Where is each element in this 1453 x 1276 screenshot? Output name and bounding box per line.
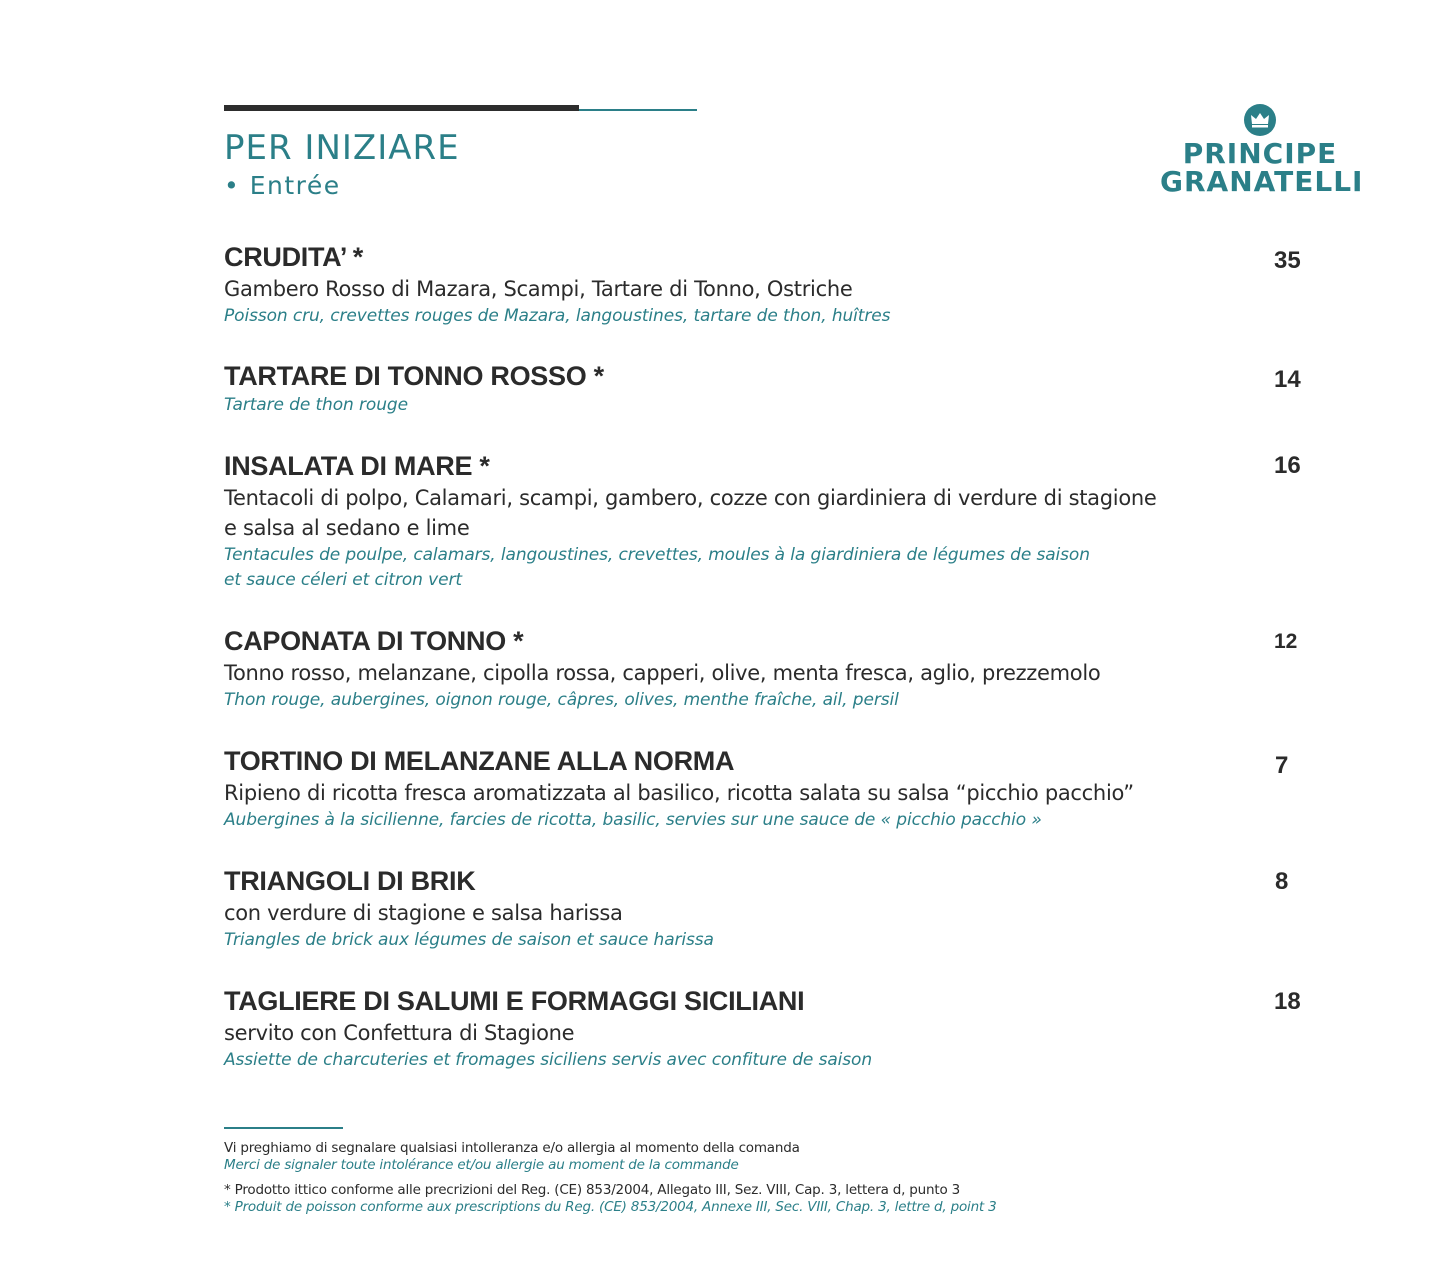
item-name: TRIANGOLI DI BRIK [224, 866, 476, 896]
menu-item [224, 985, 1334, 1073]
item-name: TORTINO DI MELANZANE ALLA NORMA [224, 746, 735, 776]
item-translation: Aubergines à la sicilienne, farcies de ricotta, basilic, servies sur une sauce de « picchio pacchio » [224, 810, 1042, 830]
item-name: TARTARE DI TONNO ROSSO * [224, 361, 604, 391]
item-description: Ripieno di ricotta fresca aromatizzata al basilico, ricotta salata su salsa “picchio pacchio” [224, 781, 1134, 805]
brand-logo [1160, 104, 1364, 198]
logo-text-line2: GRANATELLI [1160, 165, 1364, 198]
footer-fish-note [224, 1182, 1224, 1215]
item-translation: Poisson cru, crevettes rouges de Mazara, langoustines, tartare de thon, huîtres [224, 306, 891, 326]
item-price: 18 [1274, 988, 1301, 1015]
header-rule-dark [224, 105, 579, 111]
menu-item [224, 241, 1334, 329]
item-price: 35 [1274, 247, 1301, 274]
item-translation: Triangles de brick aux légumes de saison et sauce harissa [224, 930, 714, 950]
logo-text-line1: PRINCIPE [1182, 137, 1338, 170]
item-translation: et sauce céleri et citron vert [224, 570, 462, 590]
footer-rule [224, 1127, 343, 1129]
item-description: Gambero Rosso di Mazara, Scampi, Tartare di Tonno, Ostriche [224, 277, 853, 301]
item-description: e salsa al sedano e lime [224, 516, 470, 540]
menu-item [224, 865, 1334, 953]
item-price: 14 [1274, 366, 1301, 393]
item-price: 12 [1274, 630, 1298, 653]
menu-item [224, 360, 1334, 418]
footer-allergy-note [224, 1140, 1224, 1173]
item-description: servito con Confettura di Stagione [224, 1021, 575, 1045]
item-name: CAPONATA DI TONNO * [224, 626, 524, 656]
menu-item [224, 625, 1334, 713]
item-description: Tonno rosso, melanzane, cipolla rossa, capperi, olive, menta fresca, aglio, prezzemolo [224, 661, 1101, 685]
item-name: TAGLIERE DI SALUMI E FORMAGGI SICILIANI [224, 986, 805, 1016]
item-name: CRUDITA’ * [224, 242, 364, 272]
allergy-note-it: Vi preghiamo di segnalare qualsiasi intolleranza e/o allergia al momento della comanda [224, 1140, 800, 1156]
item-translation: Thon rouge, aubergines, oignon rouge, câpres, olives, menthe fraîche, ail, persil [224, 690, 899, 710]
item-price: 7 [1275, 752, 1289, 779]
section-title: PER INIZIARE [224, 128, 460, 168]
item-name: INSALATA DI MARE * [224, 451, 490, 481]
section-subtitle: • Entrée [224, 171, 341, 200]
fish-note-it: * Prodotto ittico conforme alle precrizioni del Reg. (CE) 853/2004, Allegato III, Sez. VIII, Cap. 3, lettera d, punto 3 [224, 1182, 961, 1198]
fish-note-fr: * Produit de poisson conforme aux prescriptions du Reg. (CE) 853/2004, Annexe III, Sec. VIII, Chap. 3, lettre d, point 3 [224, 1199, 997, 1215]
menu-item [224, 450, 1334, 593]
crown-icon [1244, 104, 1276, 136]
allergy-note-fr: Merci de signaler toute intolérance et/ou allergie au moment de la commande [224, 1157, 739, 1173]
header-rule-teal [579, 109, 697, 111]
item-description: con verdure di stagione e salsa harissa [224, 901, 623, 925]
item-price: 8 [1275, 868, 1289, 895]
item-translation: Tentacules de poulpe, calamars, langoustines, crevettes, moules à la giardiniera de légumes de saison [224, 545, 1090, 565]
item-translation: Tartare de thon rouge [224, 395, 408, 415]
item-description: Tentacoli di polpo, Calamari, scampi, gambero, cozze con giardiniera di verdure di stagione [224, 486, 1157, 510]
menu-item [224, 745, 1334, 833]
item-translation: Assiette de charcuteries et fromages siciliens servis avec confiture de saison [224, 1050, 873, 1070]
item-price: 16 [1274, 452, 1301, 479]
